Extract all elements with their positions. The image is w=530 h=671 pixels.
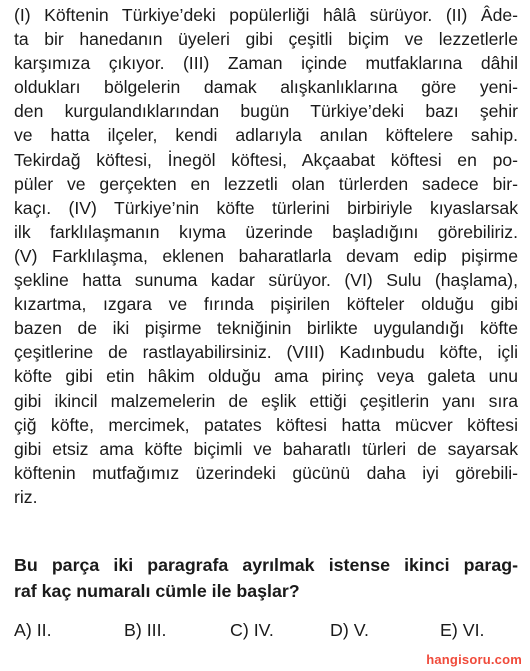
passage-line: riz. xyxy=(14,486,38,507)
passage-line: köfte gibi etin hâkim olduğu ama pirinç veya galeta unu xyxy=(14,366,518,387)
question-line: raf kaç numaralı cümle ile başlar? xyxy=(14,581,300,601)
passage-line: ilk farklılaşmanın kıyma üzerinde başladığını görebiliriz. xyxy=(14,221,518,242)
option-a[interactable] xyxy=(14,618,52,642)
option-text: IV. xyxy=(253,620,274,640)
passage xyxy=(14,3,518,509)
option-letter: B) xyxy=(124,620,142,640)
passage-line: kaçı. (IV) Türkiye’nin köfte türlerini birbiriyle kıyaslarsak xyxy=(14,197,518,218)
question-line: Bu parça iki paragrafa ayrılmak istense ikinci parag- xyxy=(14,555,518,575)
passage-line: püler ve gerçekten en lezzetli olan türlerden sadece bir- xyxy=(14,173,518,194)
passage-line: gibi ikincil malzemelerin de eşlik ettiği çeşitlerin yanı sıra xyxy=(14,390,518,411)
passage-line: bazen de iki pişirme tekniğinin birlikte uygulandığı köfte xyxy=(14,318,518,339)
passage-line: ta bir hanedanın üyeleri gibi çeşitli biçim ve lezzetlerle xyxy=(14,29,518,50)
passage-line: çeşitlerine de rastlayabilirsiniz. (VIII) Kadınbudu köfte, içli xyxy=(14,342,518,363)
passage-line: (V) Farklılaşma, eklenen baharatlarla devam edip pişirme xyxy=(14,245,518,266)
question-stem xyxy=(14,552,518,604)
passage-line: gibi etsiz ama köfte biçimli ve baharatlı türleri de sayarsak xyxy=(14,438,518,459)
option-letter: E) xyxy=(440,620,458,640)
option-text: VI. xyxy=(462,620,485,640)
passage-line: karşımıza çıkıyor. (III) Zaman içinde mutfaklarına dâhil xyxy=(14,53,518,74)
passage-line: ve hatta ilçeler, kendi adlarıyla anılan köftelere sahip. xyxy=(14,125,518,146)
option-e[interactable] xyxy=(440,618,484,642)
answer-options xyxy=(0,618,530,642)
option-text: II. xyxy=(36,620,52,640)
passage-line: çiğ köfte, mercimek, patates köftesi hatta mücver köftesi xyxy=(14,414,518,435)
option-letter: C) xyxy=(230,620,249,640)
passage-line: şekline hatta sunuma kadar sürüyor. (VI) Sulu (haşlama), xyxy=(14,270,518,291)
option-d[interactable] xyxy=(330,618,369,642)
passage-line: oldukları bölgelerin damak alışkanlıklarına göre yeni- xyxy=(14,77,518,98)
option-text: V. xyxy=(353,620,369,640)
passage-line: den kurgulandıklarından bugün Türkiye’deki bazı şehir xyxy=(14,101,518,122)
option-c[interactable] xyxy=(230,618,274,642)
option-b[interactable] xyxy=(124,618,167,642)
site-watermark: hangisoru.com xyxy=(426,652,522,667)
passage-line: Tekirdağ köftesi, İnegöl köftesi, Akçaabat köftesi en po- xyxy=(14,149,518,170)
passage-line: kızartma, ızgara ve fırında pişirilen köfteler olduğu gibi xyxy=(14,294,518,315)
passage-line: (I) Köftenin Türkiye’deki popülerliği hâlâ sürüyor. (II) Âde- xyxy=(14,5,518,25)
option-letter: A) xyxy=(14,620,32,640)
passage-line: köftenin mutfağımız üzerindeki gücünü daha iyi görebili- xyxy=(14,462,518,483)
option-text: III. xyxy=(146,620,167,640)
option-letter: D) xyxy=(330,620,349,640)
